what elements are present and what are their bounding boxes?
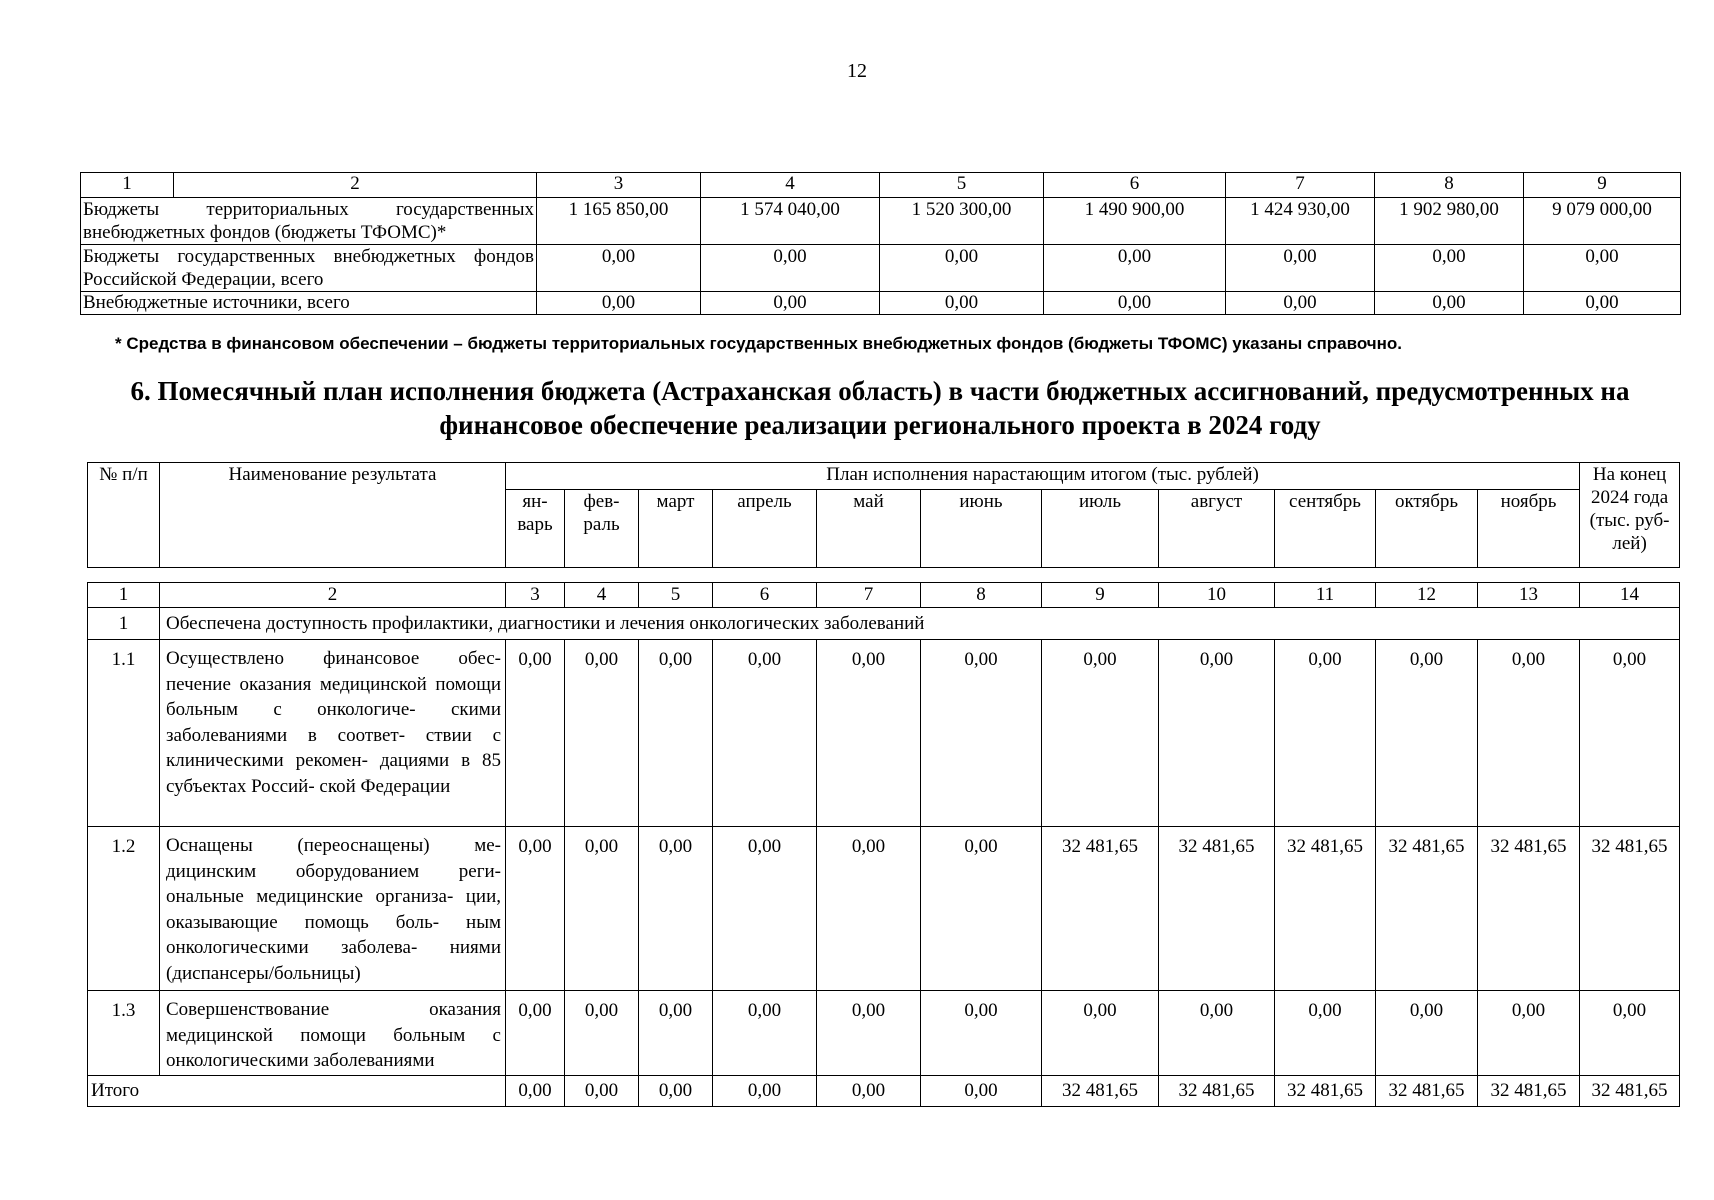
column-number-row	[88, 583, 1680, 608]
result-name: Оснащены (переоснащены) ме- дицинским оборудованием реги- ональные медицинские организа- ции, оказывающие помощь боль- ным онкологическими заболева- ниями (диспансеры/больницы)	[160, 827, 506, 991]
value-cell: 0,00	[713, 991, 817, 1076]
column-number: 12	[1376, 583, 1478, 608]
value-cell: 0,00	[1375, 292, 1524, 315]
group-number: 1	[88, 608, 160, 640]
month-header: август	[1159, 490, 1275, 568]
row-label: Бюджеты государственных внебюджетных фондов Российской Федерации, всего	[81, 245, 537, 292]
value-cell: 0,00	[1478, 640, 1580, 827]
column-number: 2	[160, 583, 506, 608]
value-cell: 0,00	[817, 827, 921, 991]
row-number: 1.1	[88, 640, 160, 827]
group-row	[88, 608, 1680, 640]
value-cell: 0,00	[1375, 245, 1524, 292]
result-name: Совершенствование оказания медицинской помощи больным с онкологическими заболеваниями	[160, 991, 506, 1076]
value-cell: 0,00	[817, 991, 921, 1076]
total-cell: 32 481,65	[1042, 1076, 1159, 1107]
value-cell: 1 165 850,00	[537, 198, 701, 245]
name-header: Наименование результата	[160, 463, 506, 568]
column-number: 5	[639, 583, 713, 608]
value-cell: 0,00	[1524, 292, 1681, 315]
column-number: 7	[817, 583, 921, 608]
row-number: 1.3	[88, 991, 160, 1076]
value-cell: 0,00	[880, 245, 1044, 292]
total-cell: 0,00	[817, 1076, 921, 1107]
value-cell: 0,00	[817, 640, 921, 827]
value-cell: 0,00	[1376, 640, 1478, 827]
month-header: апрель	[713, 490, 817, 568]
row-label: Внебюджетные источники, всего	[81, 292, 537, 315]
value-cell: 32 481,65	[1376, 827, 1478, 991]
value-cell: 32 481,65	[1042, 827, 1159, 991]
group-label: Обеспечена доступность профилактики, диагностики и лечения онкологических заболеваний	[160, 608, 1680, 640]
header-cell: 3	[537, 173, 701, 198]
value-cell: 0,00	[1042, 991, 1159, 1076]
value-cell: 0,00	[1159, 991, 1275, 1076]
value-cell: 0,00	[506, 991, 565, 1076]
month-header: июль	[1042, 490, 1159, 568]
column-number: 3	[506, 583, 565, 608]
value-cell: 0,00	[921, 640, 1042, 827]
financing-sources-table	[80, 172, 1681, 315]
value-cell: 32 481,65	[1159, 827, 1275, 991]
month-header: ян- варь	[506, 490, 565, 568]
value-cell: 0,00	[1159, 640, 1275, 827]
value-cell: 0,00	[506, 827, 565, 991]
column-number: 4	[565, 583, 639, 608]
table-header-row	[81, 173, 1681, 198]
section-title	[100, 374, 1660, 442]
footnote: * Средства в финансовом обеспечении – бюджеты территориальных государственных внебюджетных фондов (бюджеты ТФОМС) указаны справочно.	[115, 334, 1403, 353]
column-number: 14	[1580, 583, 1680, 608]
total-cell: 32 481,65	[1478, 1076, 1580, 1107]
value-cell: 0,00	[1275, 991, 1376, 1076]
table-row	[81, 292, 1681, 315]
header-cell: 7	[1226, 173, 1375, 198]
value-cell: 0,00	[639, 640, 713, 827]
value-cell: 0,00	[639, 991, 713, 1076]
total-cell: 0,00	[921, 1076, 1042, 1107]
month-header: май	[817, 490, 921, 568]
value-cell: 0,00	[537, 292, 701, 315]
column-number: 10	[1159, 583, 1275, 608]
value-cell: 0,00	[1226, 245, 1375, 292]
value-cell: 32 481,65	[1580, 827, 1680, 991]
total-label: Итого	[88, 1076, 506, 1107]
column-number: 9	[1042, 583, 1159, 608]
month-header: сентябрь	[1275, 490, 1376, 568]
year-end-header: На конец 2024 года (тыс. руб- лей)	[1580, 463, 1680, 568]
value-cell: 0,00	[1376, 991, 1478, 1076]
value-cell: 0,00	[1044, 292, 1226, 315]
column-number: 1	[88, 583, 160, 608]
section-title-line: 6. Помесячный план исполнения бюджета (Астраханская область) в части бюджетных ассигнований, предусмотренных на	[130, 376, 1630, 406]
value-cell: 0,00	[1580, 991, 1680, 1076]
month-header: ноябрь	[1478, 490, 1580, 568]
value-cell: 1 902 980,00	[1375, 198, 1524, 245]
value-cell: 0,00	[713, 827, 817, 991]
column-number: 8	[921, 583, 1042, 608]
header-cell: 2	[174, 173, 537, 198]
value-cell: 0,00	[701, 292, 880, 315]
header-cell: 6	[1044, 173, 1226, 198]
month-header: март	[639, 490, 713, 568]
value-cell: 0,00	[1478, 991, 1580, 1076]
table-row	[88, 827, 1680, 991]
total-cell: 0,00	[713, 1076, 817, 1107]
header-cell: 1	[81, 173, 174, 198]
month-header: октябрь	[1376, 490, 1478, 568]
table-row	[81, 245, 1681, 292]
header-cell: 5	[880, 173, 1044, 198]
table-row	[88, 640, 1680, 827]
value-cell: 0,00	[1275, 640, 1376, 827]
header-row	[88, 463, 1680, 490]
row-number: 1.2	[88, 827, 160, 991]
section-title-line: финансовое обеспечение реализации регионального проекта в 2024 году	[439, 410, 1321, 440]
value-cell: 0,00	[565, 991, 639, 1076]
row-label: Бюджеты территориальных государственных внебюджетных фондов (бюджеты ТФОМС)*	[81, 198, 537, 245]
monthly-plan-header	[87, 462, 1680, 568]
value-cell: 0,00	[713, 640, 817, 827]
total-cell: 32 481,65	[1580, 1076, 1680, 1107]
value-cell: 1 574 040,00	[701, 198, 880, 245]
total-cell: 32 481,65	[1159, 1076, 1275, 1107]
total-cell: 32 481,65	[1376, 1076, 1478, 1107]
value-cell: 0,00	[921, 827, 1042, 991]
total-cell: 0,00	[506, 1076, 565, 1107]
header-cell: 4	[701, 173, 880, 198]
header-cell: 9	[1524, 173, 1681, 198]
total-cell: 32 481,65	[1275, 1076, 1376, 1107]
value-cell: 0,00	[921, 991, 1042, 1076]
value-cell: 1 520 300,00	[880, 198, 1044, 245]
monthly-plan-table	[87, 582, 1680, 1107]
total-row	[88, 1076, 1680, 1107]
header-cell: 8	[1375, 173, 1524, 198]
value-cell: 0,00	[1226, 292, 1375, 315]
value-cell: 0,00	[1580, 640, 1680, 827]
plan-header: План исполнения нарастающим итогом (тыс. рублей)	[506, 463, 1580, 490]
total-cell: 0,00	[565, 1076, 639, 1107]
value-cell: 32 481,65	[1275, 827, 1376, 991]
num-header: № п/п	[88, 463, 160, 568]
table-row	[81, 198, 1681, 245]
month-header: фев- раль	[565, 490, 639, 568]
value-cell: 0,00	[1044, 245, 1226, 292]
value-cell: 0,00	[537, 245, 701, 292]
page-number: 12	[847, 60, 867, 82]
value-cell: 0,00	[565, 640, 639, 827]
column-number: 11	[1275, 583, 1376, 608]
month-header: июнь	[921, 490, 1042, 568]
value-cell: 0,00	[880, 292, 1044, 315]
value-cell: 32 481,65	[1478, 827, 1580, 991]
value-cell: 0,00	[639, 827, 713, 991]
value-cell: 1 424 930,00	[1226, 198, 1375, 245]
table-row	[88, 991, 1680, 1076]
value-cell: 1 490 900,00	[1044, 198, 1226, 245]
value-cell: 0,00	[1042, 640, 1159, 827]
column-number: 13	[1478, 583, 1580, 608]
total-cell: 0,00	[639, 1076, 713, 1107]
result-name: Осуществлено финансовое обес- печение оказания медицинской помощи больным с онкологиче- скими заболеваниями в соответ- ствии с клиническими рекомен- дациями в 85 субъектах Россий- ской Федерации	[160, 640, 506, 827]
column-number: 6	[713, 583, 817, 608]
value-cell: 0,00	[506, 640, 565, 827]
value-cell: 0,00	[701, 245, 880, 292]
value-cell: 0,00	[1524, 245, 1681, 292]
value-cell: 9 079 000,00	[1524, 198, 1681, 245]
value-cell: 0,00	[565, 827, 639, 991]
